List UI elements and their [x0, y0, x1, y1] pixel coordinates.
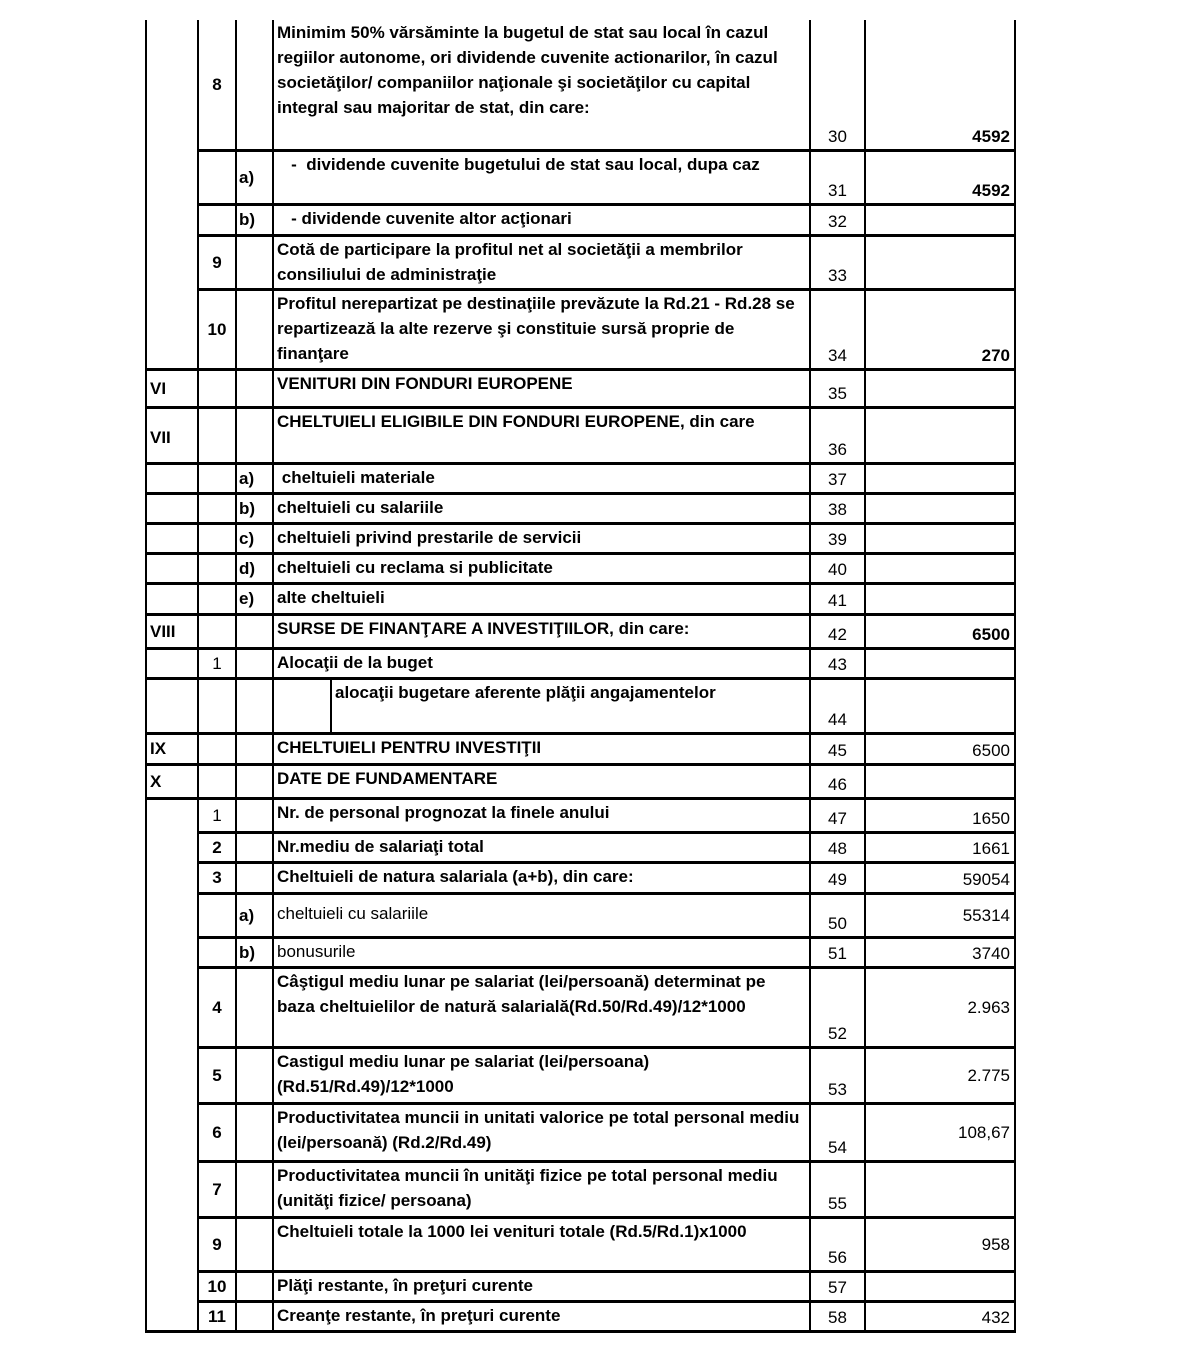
row-number-cell: [198, 937, 236, 967]
row-rd-cell: 39: [810, 523, 865, 553]
indented-description-text: alocaţii bugetare aferente plăţii angajamentelor: [335, 682, 716, 702]
table-row: [146, 204, 1015, 235]
row-number-cell: 9: [198, 235, 236, 289]
row-letter-cell: [236, 369, 273, 407]
row-description-cell: cheltuieli cu salariile: [273, 493, 810, 523]
row-description-cell: CHELTUIELI ELIGIBILE DIN FONDURI EUROPENE, din care: [273, 407, 810, 463]
row-description-cell: Nr.mediu de salariaţi total: [273, 832, 810, 862]
row-number-cell: 10: [198, 289, 236, 369]
row-letter-cell: [236, 764, 273, 798]
table-row: [146, 967, 1015, 1047]
row-value-cell: [865, 678, 1015, 733]
row-value-cell: [865, 369, 1015, 407]
indent-spacer: [274, 680, 332, 732]
row-roman-cell: [146, 289, 198, 369]
row-number-cell: 1: [198, 648, 236, 678]
table-row: [146, 150, 1015, 204]
row-letter-cell: b): [236, 937, 273, 967]
row-roman-cell: [146, 798, 198, 832]
row-roman-cell: [146, 150, 198, 204]
row-letter-cell: [236, 1271, 273, 1301]
row-number-cell: [198, 583, 236, 614]
table-row: [146, 289, 1015, 369]
row-letter-cell: [236, 798, 273, 832]
row-roman-cell: [146, 553, 198, 583]
row-roman-cell: [146, 967, 198, 1047]
table-row: [146, 862, 1015, 893]
row-roman-cell: [146, 1301, 198, 1331]
row-value-cell: 6500: [865, 614, 1015, 648]
row-value-cell: [865, 1161, 1015, 1217]
row-rd-cell: 38: [810, 493, 865, 523]
table-row: [146, 764, 1015, 798]
row-description-cell: Plăţi restante, în preţuri curente: [273, 1271, 810, 1301]
row-description-cell: Creanţe restante, în preţuri curente: [273, 1301, 810, 1331]
budget-table: [145, 20, 1016, 1333]
row-letter-cell: [236, 832, 273, 862]
row-roman-cell: [146, 523, 198, 553]
row-number-cell: [198, 764, 236, 798]
row-number-cell: [198, 204, 236, 235]
table-row: [146, 1217, 1015, 1271]
row-description-cell: Productivitatea muncii în unităţi fizice pe total personal mediu (unităţi fizice/ persoana): [273, 1161, 810, 1217]
table-row: [146, 733, 1015, 764]
table-row: [146, 1047, 1015, 1103]
row-rd-cell: 52: [810, 967, 865, 1047]
row-number-cell: [198, 523, 236, 553]
table-row: [146, 648, 1015, 678]
row-roman-cell: [146, 1161, 198, 1217]
row-value-cell: [865, 407, 1015, 463]
table-row: [146, 407, 1015, 463]
row-value-cell: [865, 1271, 1015, 1301]
row-value-cell: [865, 463, 1015, 493]
row-value-cell: [865, 583, 1015, 614]
table-row: [146, 678, 1015, 733]
table-row: [146, 463, 1015, 493]
table-row: [146, 832, 1015, 862]
row-value-cell: 2.963: [865, 967, 1015, 1047]
row-value-cell: [865, 523, 1015, 553]
row-roman-cell: [146, 678, 198, 733]
row-rd-cell: 34: [810, 289, 865, 369]
row-description-cell: alte cheltuieli: [273, 583, 810, 614]
row-letter-cell: d): [236, 553, 273, 583]
row-letter-cell: [236, 678, 273, 733]
row-number-cell: [198, 733, 236, 764]
row-rd-cell: 56: [810, 1217, 865, 1271]
row-description-cell: VENITURI DIN FONDURI EUROPENE: [273, 369, 810, 407]
row-number-cell: [198, 150, 236, 204]
row-letter-cell: c): [236, 523, 273, 553]
row-letter-cell: [236, 289, 273, 369]
row-description-cell: - dividende cuvenite altor acţionari: [273, 204, 810, 235]
row-number-cell: 7: [198, 1161, 236, 1217]
row-rd-cell: 43: [810, 648, 865, 678]
row-letter-cell: [236, 407, 273, 463]
row-rd-cell: 44: [810, 678, 865, 733]
row-letter-cell: [236, 614, 273, 648]
row-value-cell: 55314: [865, 893, 1015, 937]
row-description-cell: Cheltuieli de natura salariala (a+b), din care:: [273, 862, 810, 893]
row-rd-cell: 31: [810, 150, 865, 204]
row-number-cell: 3: [198, 862, 236, 893]
row-value-cell: [865, 764, 1015, 798]
row-rd-cell: 45: [810, 733, 865, 764]
row-roman-cell: [146, 1047, 198, 1103]
row-description-cell: Profitul nerepartizat pe destinaţiile prevăzute la Rd.21 - Rd.28 se repartizează la alte rezerve şi constituie sursă proprie de finanţare: [273, 289, 810, 369]
row-rd-cell: 35: [810, 369, 865, 407]
row-rd-cell: 30: [810, 20, 865, 150]
row-roman-cell: [146, 648, 198, 678]
row-value-cell: 270: [865, 289, 1015, 369]
row-description-cell: Nr. de personal prognozat la finele anului: [273, 798, 810, 832]
table-row: [146, 614, 1015, 648]
row-rd-cell: 36: [810, 407, 865, 463]
table-row: [146, 583, 1015, 614]
table-row: [146, 20, 1015, 150]
table-row: [146, 369, 1015, 407]
row-value-cell: [865, 493, 1015, 523]
table-row: [146, 235, 1015, 289]
row-number-cell: 9: [198, 1217, 236, 1271]
table-row: [146, 1161, 1015, 1217]
row-letter-cell: b): [236, 493, 273, 523]
table-row: [146, 553, 1015, 583]
row-value-cell: [865, 235, 1015, 289]
row-value-cell: 2.775: [865, 1047, 1015, 1103]
row-number-cell: [198, 553, 236, 583]
row-rd-cell: 46: [810, 764, 865, 798]
row-letter-cell: b): [236, 204, 273, 235]
row-letter-cell: [236, 733, 273, 764]
row-value-cell: 6500: [865, 733, 1015, 764]
row-letter-cell: [236, 1161, 273, 1217]
row-letter-cell: [236, 1301, 273, 1331]
row-description-cell: [273, 678, 810, 733]
row-letter-cell: [236, 1047, 273, 1103]
row-number-cell: 4: [198, 967, 236, 1047]
row-letter-cell: a): [236, 893, 273, 937]
row-description-cell: cheltuieli materiale: [273, 463, 810, 493]
row-number-cell: 8: [198, 20, 236, 150]
table-row: [146, 798, 1015, 832]
row-value-cell: 4592: [865, 20, 1015, 150]
row-number-cell: 5: [198, 1047, 236, 1103]
row-description-cell: Alocaţii de la buget: [273, 648, 810, 678]
row-value-cell: 59054: [865, 862, 1015, 893]
row-rd-cell: 41: [810, 583, 865, 614]
row-description-cell: cheltuieli cu salariile: [273, 893, 810, 937]
row-description-cell: DATE DE FUNDAMENTARE: [273, 764, 810, 798]
row-description-cell: cheltuieli cu reclama si publicitate: [273, 553, 810, 583]
row-letter-cell: a): [236, 150, 273, 204]
row-roman-cell: [146, 583, 198, 614]
row-number-cell: [198, 369, 236, 407]
row-rd-cell: 54: [810, 1103, 865, 1161]
row-number-cell: [198, 893, 236, 937]
row-rd-cell: 37: [810, 463, 865, 493]
budget-table-page: [145, 20, 1016, 1333]
row-value-cell: [865, 553, 1015, 583]
row-rd-cell: 33: [810, 235, 865, 289]
row-number-cell: [198, 678, 236, 733]
row-value-cell: [865, 648, 1015, 678]
row-roman-cell: X: [146, 764, 198, 798]
row-rd-cell: 47: [810, 798, 865, 832]
row-description-cell: Câştigul mediu lunar pe salariat (lei/persoană) determinat pe baza cheltuielilor de natură salarială(Rd.50/Rd.49)/12*1000: [273, 967, 810, 1047]
row-description-cell: Castigul mediu lunar pe salariat (lei/persoana) (Rd.51/Rd.49)/12*1000: [273, 1047, 810, 1103]
table-row: [146, 937, 1015, 967]
row-number-cell: 1: [198, 798, 236, 832]
table-row: [146, 493, 1015, 523]
row-value-cell: 1661: [865, 832, 1015, 862]
row-value-cell: 432: [865, 1301, 1015, 1331]
row-letter-cell: [236, 967, 273, 1047]
row-number-cell: 10: [198, 1271, 236, 1301]
row-description-cell: cheltuieli privind prestarile de servicii: [273, 523, 810, 553]
row-letter-cell: [236, 648, 273, 678]
row-rd-cell: 40: [810, 553, 865, 583]
row-description-cell: - dividende cuvenite bugetului de stat sau local, dupa caz: [273, 150, 810, 204]
row-rd-cell: 55: [810, 1161, 865, 1217]
row-roman-cell: [146, 20, 198, 150]
row-roman-cell: [146, 463, 198, 493]
table-row: [146, 1271, 1015, 1301]
row-value-cell: 1650: [865, 798, 1015, 832]
row-rd-cell: 53: [810, 1047, 865, 1103]
row-rd-cell: 58: [810, 1301, 865, 1331]
table-row: [146, 1103, 1015, 1161]
row-roman-cell: [146, 893, 198, 937]
row-roman-cell: VI: [146, 369, 198, 407]
row-roman-cell: VIII: [146, 614, 198, 648]
row-number-cell: [198, 614, 236, 648]
row-number-cell: [198, 463, 236, 493]
table-row: [146, 523, 1015, 553]
row-letter-cell: [236, 235, 273, 289]
row-rd-cell: 57: [810, 1271, 865, 1301]
row-description-cell: Cheltuieli totale la 1000 lei venituri totale (Rd.5/Rd.1)x1000: [273, 1217, 810, 1271]
row-rd-cell: 49: [810, 862, 865, 893]
row-value-cell: 3740: [865, 937, 1015, 967]
row-rd-cell: 51: [810, 937, 865, 967]
row-roman-cell: [146, 832, 198, 862]
row-roman-cell: VII: [146, 407, 198, 463]
row-number-cell: [198, 493, 236, 523]
row-value-cell: [865, 204, 1015, 235]
row-roman-cell: [146, 204, 198, 235]
row-rd-cell: 42: [810, 614, 865, 648]
row-roman-cell: [146, 1103, 198, 1161]
row-letter-cell: a): [236, 463, 273, 493]
row-rd-cell: 50: [810, 893, 865, 937]
row-number-cell: 11: [198, 1301, 236, 1331]
row-value-cell: 108,67: [865, 1103, 1015, 1161]
row-roman-cell: [146, 235, 198, 289]
row-description-cell: Cotă de participare la profitul net al societăţii a membrilor consiliului de administraţie: [273, 235, 810, 289]
row-value-cell: 4592: [865, 150, 1015, 204]
row-value-cell: 958: [865, 1217, 1015, 1271]
row-description-cell: bonusurile: [273, 937, 810, 967]
row-roman-cell: [146, 1271, 198, 1301]
row-description-cell: SURSE DE FINANŢARE A INVESTIŢIILOR, din care:: [273, 614, 810, 648]
row-letter-cell: [236, 20, 273, 150]
row-description-cell: Minimim 50% vărsăminte la bugetul de stat sau local în cazul regiilor autonome, ori dividende cuvenite actionarilor, în cazul societăţilor/ companiilor naţionale şi societăţilor cu capital integral sau majoritar de stat, din care:: [273, 20, 810, 150]
row-letter-cell: [236, 862, 273, 893]
table-row: [146, 893, 1015, 937]
row-roman-cell: [146, 862, 198, 893]
row-letter-cell: [236, 1103, 273, 1161]
row-number-cell: 6: [198, 1103, 236, 1161]
row-roman-cell: [146, 493, 198, 523]
row-roman-cell: [146, 1217, 198, 1271]
row-number-cell: 2: [198, 832, 236, 862]
row-description-cell: Productivitatea muncii in unitati valorice pe total personal mediu (lei/persoană) (Rd.2/Rd.49): [273, 1103, 810, 1161]
indented-description: [274, 680, 805, 732]
row-roman-cell: IX: [146, 733, 198, 764]
row-rd-cell: 48: [810, 832, 865, 862]
row-rd-cell: 32: [810, 204, 865, 235]
table-row: [146, 1301, 1015, 1331]
row-number-cell: [198, 407, 236, 463]
row-description-cell: CHELTUIELI PENTRU INVESTIŢII: [273, 733, 810, 764]
row-roman-cell: [146, 937, 198, 967]
row-letter-cell: e): [236, 583, 273, 614]
row-letter-cell: [236, 1217, 273, 1271]
